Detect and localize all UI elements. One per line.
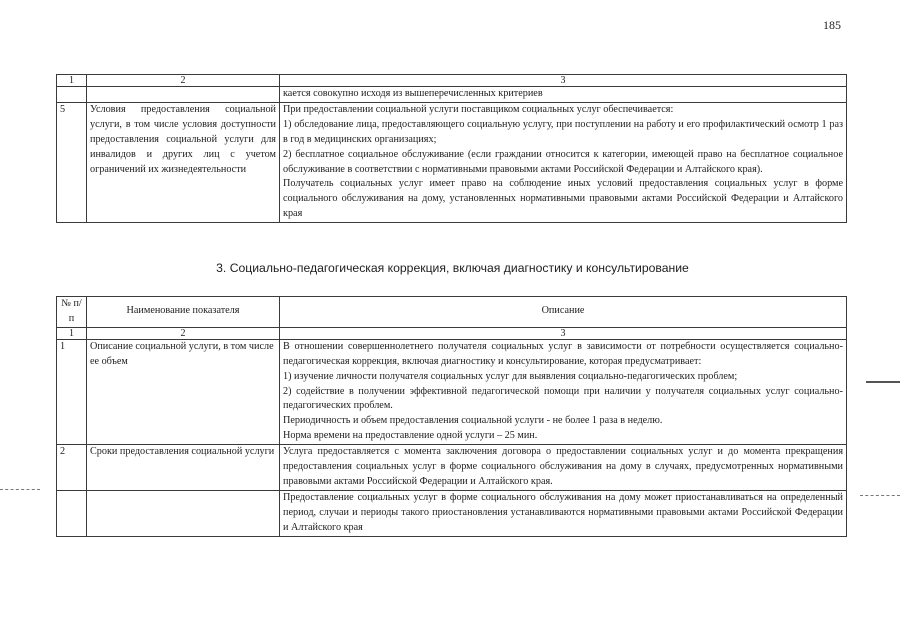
description-paragraph: кается совокупно исходя из вышеперечисленных критериев xyxy=(283,88,543,99)
scan-mark xyxy=(0,489,40,491)
description-paragraph: 1) изучение личности получателя социальных услуг для выявления социально-педагогических проблем; xyxy=(283,370,738,382)
header-indicator: Наименование показателя xyxy=(87,297,280,328)
description-cell xyxy=(280,490,847,536)
description-paragraph: 2) содействие в получении эффективной педагогической помощи при наличии у получателя социальных услуг социально-педагогических проблем. xyxy=(283,385,843,412)
row-number xyxy=(57,490,87,536)
description-paragraph: При предоставлении социальной услуги поставщиком социальных услуг обеспечивается: xyxy=(283,103,674,115)
service-table xyxy=(56,296,847,537)
description-cell xyxy=(280,87,847,103)
table-row xyxy=(57,445,847,491)
header-row xyxy=(57,297,847,328)
column-number: 1 xyxy=(57,327,87,339)
section-heading: 3. Социально-педагогическая коррекция, включая диагностику и консультирование xyxy=(216,261,689,275)
header-description: Описание xyxy=(280,297,847,328)
row-number xyxy=(57,87,87,103)
description-paragraph: Предоставление социальных услуг в форме социального обслуживания на дому может приостанавливаться на определенный период, случаи и периоды такого приостановления устанавливаются нормативными правовыми актами Российской Федерации и Алтайского края xyxy=(283,491,843,533)
description-paragraph: 1) обследование лица, предоставляющего социальную услугу, при поступлении на работу и его профилактический осмотр 1 раз в год в медицинских организациях; xyxy=(283,118,843,145)
scan-mark xyxy=(860,495,900,497)
column-number: 3 xyxy=(280,75,847,87)
row-number: 1 xyxy=(57,339,87,444)
description-cell xyxy=(280,102,847,222)
header-number: № п/п xyxy=(57,297,87,328)
table-row xyxy=(57,490,847,536)
description-cell xyxy=(280,339,847,444)
table-row xyxy=(57,102,847,222)
column-number: 1 xyxy=(57,75,87,87)
indicator-name: Сроки предоставления социальной услуги xyxy=(87,445,280,491)
column-number: 2 xyxy=(87,327,280,339)
table-row xyxy=(57,87,847,103)
table-row xyxy=(57,339,847,444)
description-paragraph: Услуга предоставляется с момента заключения договора о предоставлении социальных услуг и до момента прекращения предоставления социальных услуг в форме социального обслуживания на дому в случаях, предусмотренных нормативными правовыми актами Российской Федерации и Алтайского края. xyxy=(283,446,843,487)
indicator-name: Описание социальной услуги, в том числе ее объем xyxy=(87,339,280,444)
indicator-name xyxy=(87,490,280,536)
scan-mark xyxy=(866,381,900,384)
page-number: 185 xyxy=(823,18,841,32)
indicator-name: Условия предоставления социальной услуги, в том числе условия доступности предоставления социальной услуги для инвалидов и других лиц с учетом ограничений их жизнедеятельности xyxy=(87,102,280,222)
description-paragraph: 2) бесплатное социальное обслуживание (если граждании относится к категории, имеющей право на бесплатное социальное обслуживание в соответствии с нормативными правовыми актами Российской Федерации и Алтайского края). xyxy=(283,148,843,175)
continuation-table xyxy=(56,74,847,223)
column-number: 2 xyxy=(87,75,280,87)
column-number-row xyxy=(57,75,847,87)
description-paragraph: Периодичность и объем предоставления социальной услуги - не более 1 раза в неделю. xyxy=(283,415,663,427)
description-paragraph: В отношении совершеннолетнего получателя социальных услуг в зависимости от потребности осуществляется социально-педагогическая коррекция, включая диагностику и консультирование, которая предусматривает: xyxy=(283,340,843,367)
description-paragraph: Получатель социальных услуг имеет право на соблюдение иных условий предоставления социальных услуг в форме социального обслуживания на дому, установленных нормативными правовыми актами Российской Федерации и Алтайского края xyxy=(283,178,843,220)
column-number: 3 xyxy=(280,327,847,339)
row-number: 2 xyxy=(57,445,87,491)
description-cell xyxy=(280,445,847,491)
row-number: 5 xyxy=(57,102,87,222)
description-paragraph: Норма времени на предоставление одной услуги – 25 мин. xyxy=(283,430,538,442)
indicator-name xyxy=(87,87,280,103)
column-number-row xyxy=(57,327,847,339)
